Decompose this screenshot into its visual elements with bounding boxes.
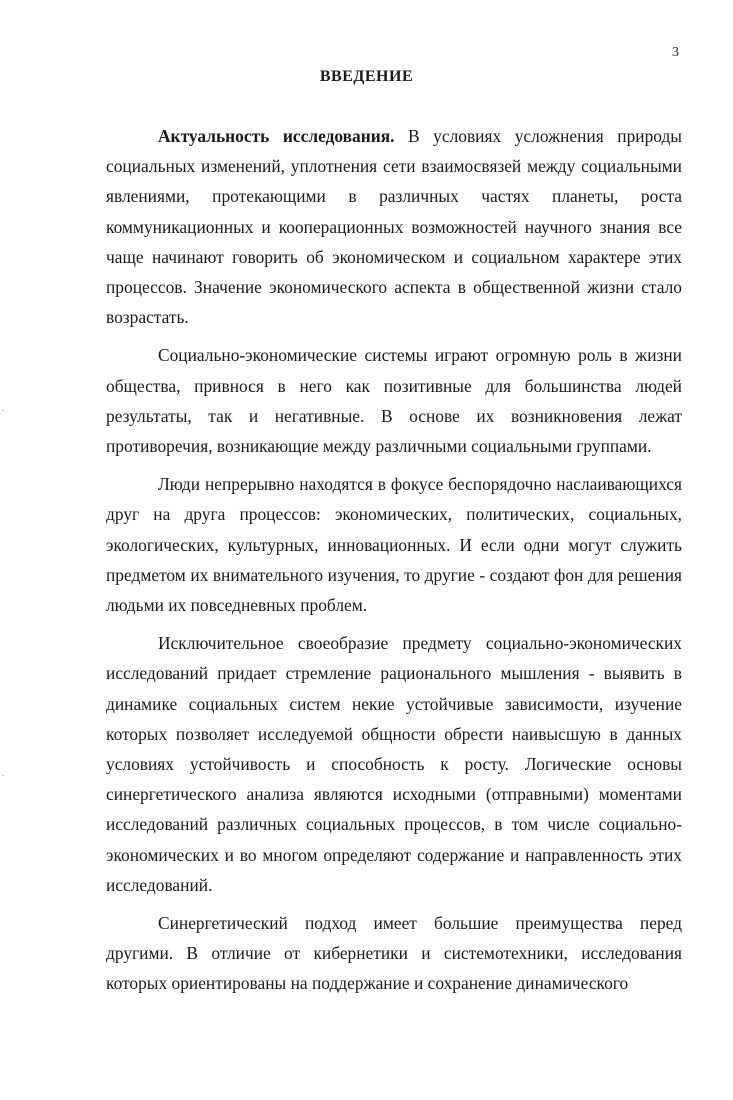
paragraph: Люди непрерывно находятся в фокусе беспорядочно наслаивающихся друг на друга процессов: экономических, политических, социальных, экологических, культурных, инновационных. И если одни могут служить предметом их внимательного изучения, то другие - создают фон для решения людьми их повседневных проблем. [106,474,682,616]
body-text [106,121,682,1007]
paragraph-lead: Актуальность исследования. [158,126,395,146]
paragraph-text: В условиях усложнения природы социальных изменений, уплотнения сети взаимосвязей между социальными явлениями, протекающими в различных частях планеты, роста коммуникационных и кооперационных возможностей научного знания все чаще начинают говорить об экономическом и социальном характере этих процессов. Значение экономического аспекта в общественной жизни стало возрастать. [106,126,682,328]
paragraph-relevance [106,121,682,332]
paragraph: Исключительное своеобразие предмету социально-экономических исследований придает стремление рационального мышления - выявить в динамике социальных систем некие устойчивые зависимости, изучение которых позволяет исследуемой общности обрести наивысшую в данных условиях устойчивость и способность к росту. Логические основы синергетического анализа являются исходными (отправными) моментами исследований различных социальных процессов, в том числе социально-экономических и во многом определяют содержание и направленность этих исследований. [106,633,682,895]
paragraph: Социально-экономические системы играют огромную роль в жизни общества, привнося в него как позитивные для большинства людей результаты, так и негативные. В основе их возникновения лежат противоречия, возникающие между различными социальными группами. [106,345,682,457]
margin-mark: . [2,769,4,778]
margin-mark: . [2,404,4,413]
section-heading: ВВЕДЕНИЕ [319,68,414,85]
paragraph: Синергетический подход имеет большие преимущества перед другими. В отличие от кибернетики и системотехники, исследования которых ориентированы на поддержание и сохранение динамического [106,913,682,994]
page-number: 3 [672,45,679,60]
